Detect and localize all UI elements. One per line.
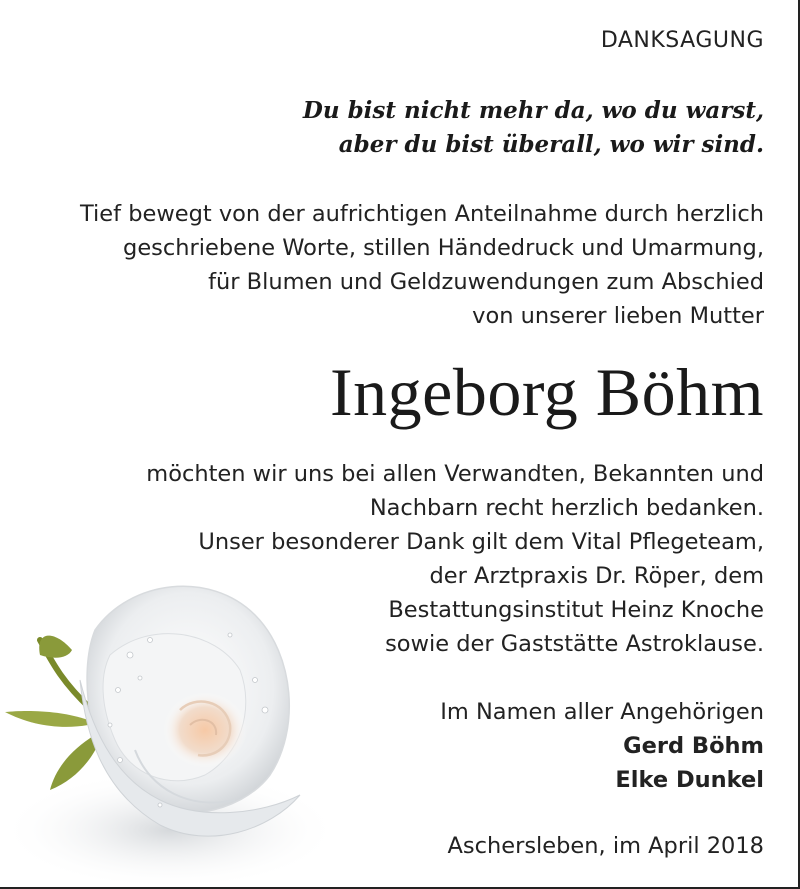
intro-paragraph <box>80 197 764 333</box>
thanks-line: Bestattungsinstitut Heinz Knoche <box>388 597 764 623</box>
on-behalf-line: Im Namen aller Angehörigen <box>440 699 764 725</box>
motto-line: Du bist nicht mehr da, wo du warst, <box>302 97 764 124</box>
thanks-line: sowie der Gaststätte Astroklause. <box>385 631 764 657</box>
thanks-line: Unser besonderer Dank gilt dem Vital Pflegeteam, <box>198 529 764 555</box>
signatory-name: Elke Dunkel <box>615 767 764 793</box>
thanks-line: Nachbarn recht herzlich bedanken. <box>369 495 764 521</box>
intro-line: geschriebene Worte, stillen Händedruck und Umarmung, <box>123 235 764 261</box>
signoff <box>440 695 764 797</box>
signatory-name: Gerd Böhm <box>623 733 764 759</box>
place-date: Aschersleben, im April 2018 <box>447 833 764 859</box>
thanks-line: der Arztpraxis Dr. Röper, dem <box>429 563 764 589</box>
thanks-paragraph <box>146 457 764 661</box>
intro-line: Tief bewegt von der aufrichtigen Anteilnahme durch herzlich <box>80 201 764 227</box>
motto-quote <box>303 94 764 162</box>
motto-line: aber du bist überall, wo wir sind. <box>338 131 764 158</box>
thanks-line: möchten wir uns bei allen Verwandten, Bekannten und <box>146 461 764 487</box>
intro-line: von unserer lieben Mutter <box>472 303 764 329</box>
deceased-name: Ingeborg Böhm <box>330 354 764 430</box>
heading-danksagung: DANKSAGUNG <box>600 28 764 53</box>
intro-line: für Blumen und Geldzuwendungen zum Abschied <box>208 269 764 295</box>
